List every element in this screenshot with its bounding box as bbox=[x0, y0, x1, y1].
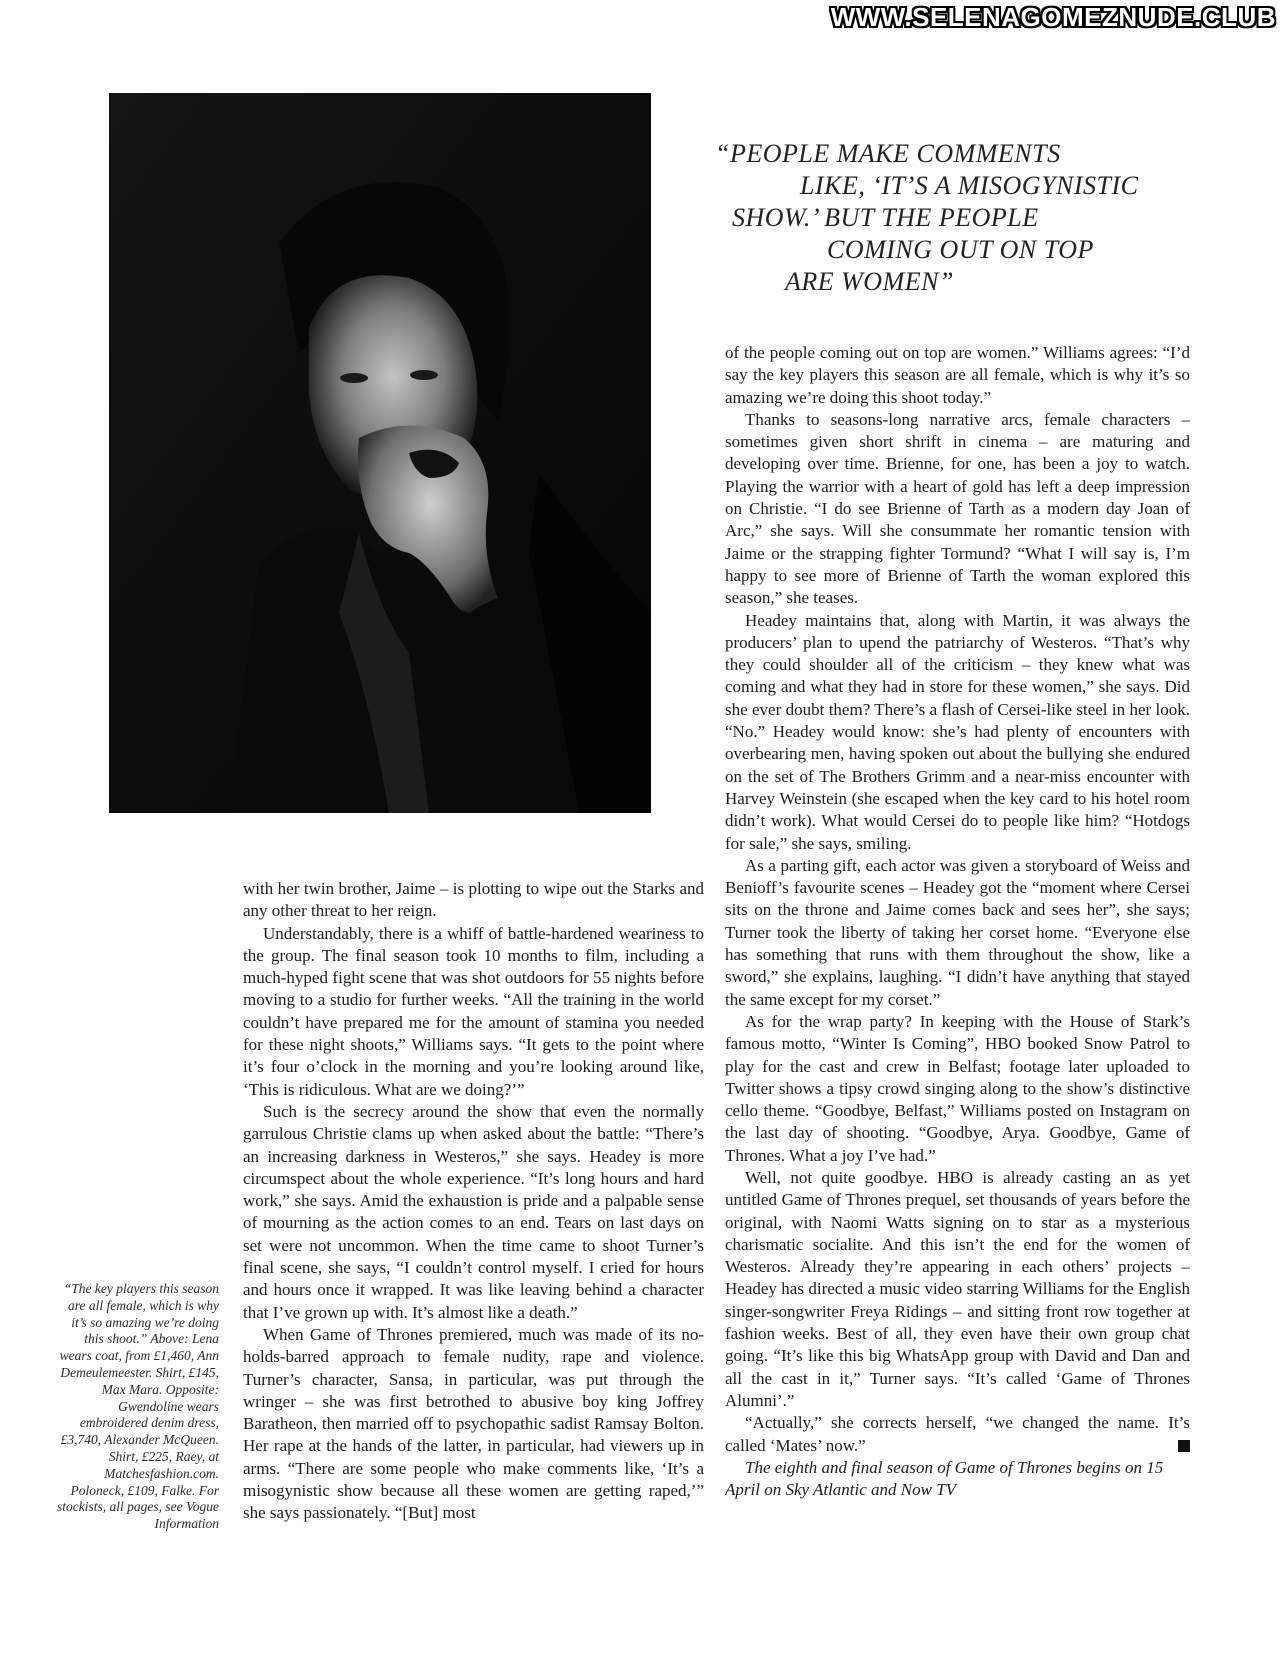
pull-quote-line: LIKE, ‘IT’S A MISOGYNISTIC bbox=[800, 171, 1139, 200]
article-paragraph: with her twin brother, Jaime – is plotting to wipe out the Starks and any other threat to her reign. bbox=[243, 879, 704, 921]
portrait-photo-graphic bbox=[109, 93, 651, 813]
article-paragraph: When Game of Thrones premiered, much was made of its no-holds-barred approach to female nudity, rape and violence. Turner’s character, Sansa, in particular, was put through the wringer – she was first betrothed to abusive boy king Joffrey Baratheon, then married off to psychopathic sadist Ramsay Bolton. Her rape at the hands of the latter, in particular, had viewers up in arms. “There are some people who make comments like, ‘It’s a misogynistic show because all these women are getting raped,’” she says passionately. “[But] most bbox=[243, 1324, 704, 1523]
article-paragraph: As for the wrap party? In keeping with the House of Stark’s famous motto, “Winter Is Coming”, HBO booked Snow Patrol to play for the cast and crew in Belfast; footage later uploaded to Twitter shows a tipsy crowd singing along to the show’s distinctive cello theme. “Goodbye, Belfast,” Williams posted on Instagram on the last day of shooting. “Goodbye, Arya. Goodbye, Game of Thrones. What a joy I’ve had.” bbox=[725, 1011, 1190, 1165]
photo-caption: “The key players this season are all female, which is why it’s so amazing we’re doing this shoot.” Above: Lena wears coat, from £1,460, Ann Demeulemeester. Shirt, £145, Max Mara. Opposite: Gwendoline wears embroidered denim dress, £3,740, Alexander McQueen. Shirt, £225, Raey, at Matchesfashion.com. Poloneck, £109, Falke. For stockists, all pages, see Vogue Information bbox=[57, 1281, 219, 1532]
article-column-right bbox=[725, 342, 1190, 1501]
article-paragraph: Thanks to seasons-long narrative arcs, female characters – sometimes given short shrift in cinema – are maturing and developing over time. Brienne, for one, has been a joy to watch. Playing the warrior with a heart of gold has left a deep impression on Christie. “I do see Brienne of Tarth as a modern day Joan of Arc,” she says. Will she consummate her romantic tension with Jaime or the strapping fighter Tormund? “What I will say is, I’m happy to see more of Brienne of Tarth the woman explored this season,” she teases. bbox=[725, 409, 1190, 608]
end-mark-icon bbox=[1178, 1440, 1190, 1452]
pull-quote-line: SHOW.’ BUT THE PEOPLE bbox=[732, 203, 1039, 232]
watermark: WWW.SELENAGOMEZNUDE.CLUB bbox=[830, 2, 1276, 32]
article-paragraph-text: “Actually,” she corrects herself, “we changed the name. It’s called ‘Mates’ now.” bbox=[725, 1413, 1190, 1455]
article-paragraph-last bbox=[725, 1412, 1190, 1457]
standfirst: The eighth and final season of Game of Thrones begins on 15 April on Sky Atlantic and Now TV bbox=[725, 1457, 1164, 1500]
article-paragraph: Understandably, there is a whiff of battle-hardened weariness to the group. The final season took 10 months to film, including a much-hyped fight scene that was shot outdoors for 55 nights before moving to a studio for further weeks. “All the training in the world couldn’t have prepared me for the amount of stamina you needed for these night shoots,” Williams says. “It gets to the point where it’s four o’clock in the morning and you’re looking around like, ‘This is ridiculous. What are we doing?’” bbox=[243, 923, 704, 1099]
article-paragraph: of the people coming out on top are women.” Williams agrees: “I’d say the key players this season are all female, which is why it’s so amazing we’re doing this shoot today.” bbox=[725, 343, 1190, 407]
portrait-photo bbox=[109, 93, 651, 813]
article-paragraph: Such is the secrecy around the show that even the normally garrulous Christie clams up when asked about the battle: “There’s an increasing darkness in Westeros,” she says. Headey is more circumspect about the whole experience. “It’s long hours and hard work,” she says. Amid the exhaustion is pride and a palpable sense of mourning as the action comes to an end. Tears on last days on set were not uncommon. When the time came to shoot Turner’s final scene, she says, “I couldn’t control myself. I cried for hours and hours once it wrapped. It was like leaving behind a character that I’ve grown up with. It’s almost like a death.” bbox=[243, 1101, 704, 1322]
pull-quote-line: COMING OUT ON TOP bbox=[827, 235, 1094, 264]
article-paragraph: Well, not quite goodbye. HBO is already casting an as yet untitled Game of Thrones prequel, set thousands of years before the original, with Naomi Watts signing on to star as a mysterious charismatic socialite. And this isn’t the end for the women of Westeros. Already they’re appearing in each others’ projects – Headey has directed a music video starring Williams for the English singer-songwriter Freya Ridings – and sitting front row together at fashion weeks. Best of all, they even have their own group chat going. “It’s like this big WhatsApp group with David and Dan and all the cast in it,” Turner says. “It’s called ‘Game of Thrones Alumni’.” bbox=[725, 1167, 1190, 1410]
article-paragraph: As a parting gift, each actor was given a storyboard of Weiss and Benioff’s favourite scenes – Headey got the “moment where Cersei sits on the throne and Jaime comes back and sees her”, she says; Turner took the liberty of taking her corset home. “Everyone else has something that runs with them throughout the show, like a sword,” she explains, laughing. “I didn’t have anything that stayed the same except for my corset.” bbox=[725, 855, 1190, 1009]
pull-quote-line: ARE WOMEN” bbox=[785, 267, 954, 296]
article-paragraph: Headey maintains that, along with Martin, it was always the producers’ plan to upend the patriarchy of Westeros. “That’s why they could shoulder all of the criticism – they knew what was coming and what they had in store for these women,” she says. Did she ever doubt them? There’s a flash of Cersei-like steel in her look. “No.” Headey would know: she’s had plenty of encounters with overbearing men, having spoken out about the bullying she endured on the set of The Brothers Grimm and a near-miss encounter with Harvey Weinstein (she escaped when the key card to his hotel room didn’t work). What would Cersei do to people like him? “Hotdogs for sale,” she says, smiling. bbox=[725, 610, 1190, 853]
pull-quote bbox=[715, 138, 1195, 298]
pull-quote-line: “PEOPLE MAKE COMMENTS bbox=[715, 139, 1061, 168]
article-column-middle bbox=[243, 878, 704, 1525]
